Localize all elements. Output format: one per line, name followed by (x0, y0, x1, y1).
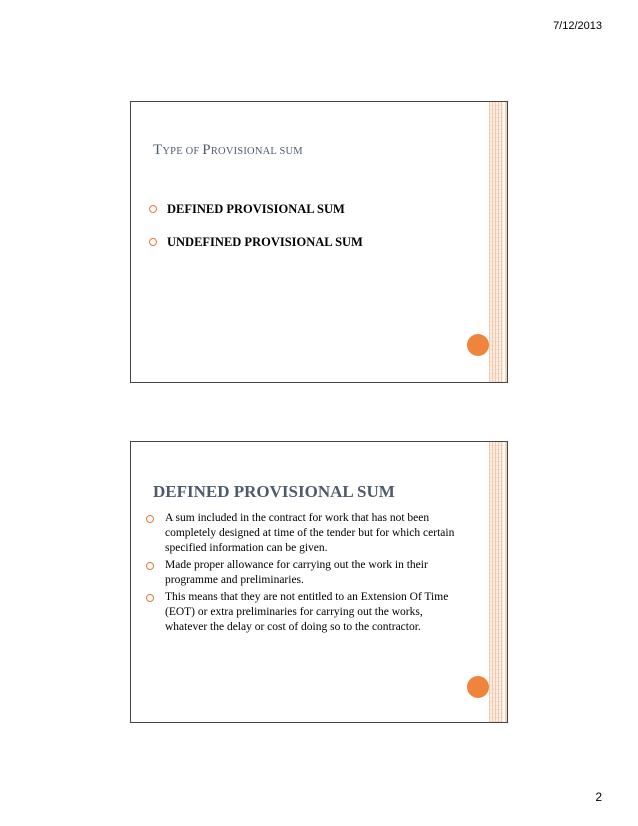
slide-1-bullet-list (141, 202, 467, 268)
title-part: YPE OF (162, 146, 203, 157)
decorative-stripe (489, 442, 503, 722)
bullet-item (141, 590, 461, 635)
slide-1 (130, 101, 508, 383)
bullet-text: DEFINED PROVISIONAL SUM (167, 202, 345, 216)
orange-dot-decoration (467, 334, 489, 356)
decorative-stripe-edge (505, 442, 507, 722)
bullet-item (141, 235, 467, 250)
slide-1-title (153, 142, 303, 159)
slide-2-bullet-list (141, 511, 461, 637)
bullet-item (141, 511, 461, 556)
bullet-circle-icon (146, 515, 154, 523)
bullet-text: UNDEFINED PROVISIONAL SUM (167, 235, 363, 249)
title-part: ROVISIONAL SUM (210, 146, 303, 157)
page-number: 2 (595, 790, 602, 804)
title-part: T (153, 142, 163, 158)
bullet-circle-icon (146, 594, 154, 602)
decorative-stripe (489, 102, 503, 382)
bullet-text: Made proper allowance for carrying out the work in their programme and preliminaries. (165, 559, 428, 586)
title-part: P (202, 142, 211, 158)
page-date: 7/12/2013 (553, 20, 602, 32)
bullet-text: This means that they are not entitled to an Extension Of Time (EOT) or extra preliminaries for carrying out the works, whatever the delay or cost of doing so to the contractor. (165, 591, 449, 633)
bullet-circle-icon (146, 562, 154, 570)
slide-2 (130, 441, 508, 723)
decorative-stripe-edge (505, 102, 507, 382)
bullet-item (141, 558, 461, 588)
bullet-circle-icon (149, 238, 157, 246)
orange-dot-decoration (467, 676, 489, 698)
bullet-text: A sum included in the contract for work that has not been completely designed at time of the tender but for which certain specified information can be given. (165, 512, 455, 554)
bullet-circle-icon (149, 205, 157, 213)
bullet-item (141, 202, 467, 217)
slide-2-title: DEFINED PROVISIONAL SUM (153, 482, 395, 501)
